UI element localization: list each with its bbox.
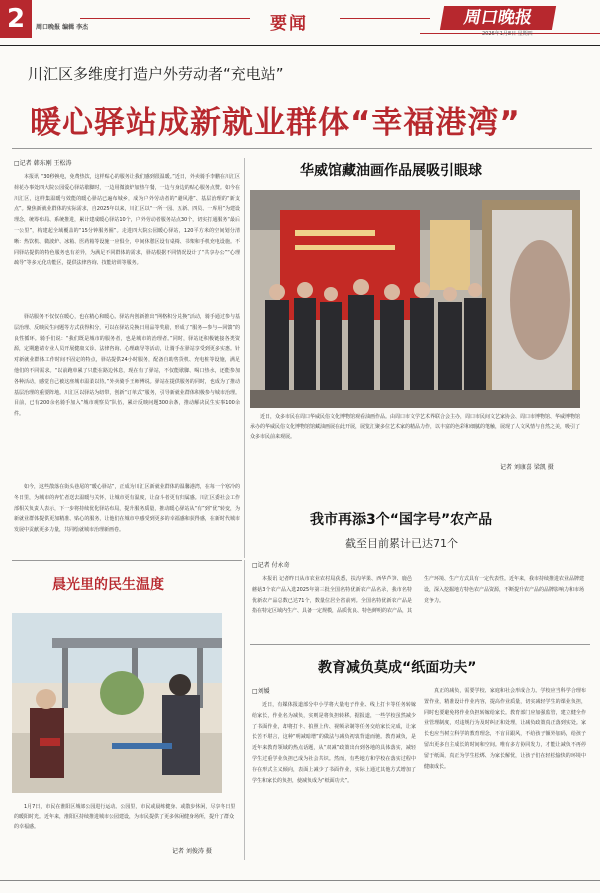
park-exercise-photo — [12, 613, 222, 793]
warm-credit: 记者 刘俊涛 摄 — [172, 848, 212, 855]
main-body-col1: 本报讯 “30秒换电，免费热饮，这样贴心的服务让我们感到很温暖。”近日，外卖骑手李鹏在川汇区荷花办事处四大院公园爱心驿站歇脚时，一边用微波炉加热午餐，一边与身边的贴心服务点赞。如今在川汇区，这样集温暖与效能的暖心驿站已遍布城乡，成为户外劳动者的“避风港”、基层治理的“新支点”。聚焦新就业群体的实际需求，自2025年以来，川汇区以“一所一园、五新、四员、一库用”为建设理念，统筹布局、系统推进，累计建成暖心驿站10个，户外劳动者服务站点30个，切实打通服务“最后一公里”，构建起全域覆盖的“15分钟服务圈”。走进四大院公园暖心驿站，120平方米的空间划分清晰：热饮机、微波炉、冰箱、医药箱等设施一应俱全，中间休憩区设有桌椅、书架和手机充电设施。不同驿站提供的特色服务也有差异，为满足不同群体的需求，驿站根据不同情况设计了“共享办公”“心理疏导”等多元化功能区，提供法律咨询、技能培训等服务。 — [14, 174, 240, 267]
main-byline: □记者 韩东刚 王松涛 — [14, 160, 72, 167]
edu-rule — [250, 644, 590, 645]
edu-byline: □刘媛 — [252, 688, 270, 695]
edu-body-right: 真正的减负，需要学校、家庭和社会形成合力。学校应当科学合理布置作业，精准设计作业内容，提高作业质量，切实减轻学生的课业负担，同时也要避免将作业负担转嫁给家长。教育部门应加强监管，建立健全作业管理制度，对违规行为及时纠正和处理，让减负政策真正落到实处。家长也应当树立科学的教育理念，不盲目跟风，不给孩子额外加码，给孩子留出更多自主成长的时间和空间。唯有多方协同发力，才能让减负不再停留于纸面，真正为学生松绑、为家长解忧，让孩子们在轻松愉快的环境中健康成长。 — [424, 688, 586, 770]
warm-rule — [12, 560, 242, 561]
edu-body-left: 近日，有媒体报道部分中小学将大量电子作业、线上打卡等任务转嫁给家长，作业名为减负，实则是将负担转移。据报道，一些学校虽然减少了书面作业，却将打卡、拍照上传、视频录制等任务交给家长完成，让家长苦不堪言，这种“明减暗增”的做法与减负初衷背道而驰。教育减负，是近年来教育领域的热点话题，从“双减”政策出台到各地的具体落实，减轻学生过重学业负担已成为社会共识。然而，有些地方和学校在落实过程中存在形式主义倾向，表面上减少了书面作业，实际上通过其他方式增加了学生和家长的负担，使减负成为“纸面功夫”。 — [252, 702, 416, 784]
column-divider — [244, 158, 245, 558]
art-photo-credit: 记者 刘康喜 梁凯 摄 — [500, 464, 554, 471]
page-number: 2 — [0, 0, 32, 38]
farm-body: 本报讯 记者昨日从市农业农村局获悉，扶沟苹果、西华芦笋、鹿邑蘑菇3个农产品入选2025年第三批全国名特优新农产品名录，我市名特优新农产品总数已达71个，数量位居全省前列。全国名特优新农产品是指在特定区域内生产、具备一定规模，品质优良、特色鲜明的农产品，其生产环境、生产方式具有一定代表性。近年来，我市持续推进农业品牌建设，深入挖掘地方特色农产品资源，不断提升农产品的品牌影响力和市场竞争力。 — [252, 576, 584, 615]
section-title: 要闻 — [270, 14, 308, 34]
section-rule-right — [340, 18, 430, 19]
farm-kicker: 截至目前累计已达71个 — [345, 537, 458, 550]
warm-caption: 1月7日，市民在淮阳区城郊公园进行运动。公园里，市民或晨练健身、或散步休闲，尽享冬日里的暖阳时光。近年来，淮阳区持续推进城市公园建设，为市民提供了更多休闲健身场所，提升了群众的幸福感。 — [14, 804, 236, 830]
issue-date: 2026年1月8日 星期四 — [482, 31, 533, 37]
farm-headline: 我市再添3个“国字号”农产品 — [310, 512, 493, 528]
main-body-col2: 驿站服务不仅仅在暖心，也在精心和暖心。驿站内创新推出“网格积分兑换”活动，骑手通过参与基层治理、反映民生问题等方式获得积分，可以在驿站兑换日用品等奖励，形成了“服务—参与—回馈”的良性循环。骑手们说：“我们既是城市的服务者，也是城市的治理者。”同时，驿站还积极链接各类资源，定期邀请专业人员开展健康义诊、法律咨询、心理疏导等活动，让骑手在驿站享受到更多实惠。针对新就业群体工作时间不固定的特点，驿站提供24小时服务，配备自助售货机、充电桩等设施，满足他们的不同需求。“以前跑单累了只能在路边休息，现在有了驿站，不仅能歇脚、喝口热水，还能参加各种活动，感觉自己被这座城市温柔以待。”外卖骑手王师傅说。驿站在提供服务的同时，也成为了推动基层治理的重要阵地。川汇区以驿站为纽带，创新“订单式”服务，引导新就业群体积极参与城市治理。目前，已有200余名骑手加入“城市观察员”队伍，累计反映问题300余条，推动解决民生实事100余件。 — [14, 314, 240, 418]
headline-divider — [12, 148, 592, 149]
footer-rule — [0, 880, 600, 881]
masthead-logo: 周口晚报 — [440, 6, 556, 30]
header-divider — [0, 45, 600, 46]
art-exhibition-photo — [250, 190, 580, 408]
edition-info: 周口晚报 编辑 李杰 — [36, 24, 89, 31]
main-headline: 暖心驿站成新就业群体“幸福港湾” — [30, 105, 521, 141]
section-rule-left — [80, 18, 250, 19]
farm-byline: □记者 付永奇 — [252, 562, 290, 569]
lower-column-divider — [244, 560, 245, 860]
art-headline: 华威馆藏油画作品展吸引眼球 — [300, 163, 482, 179]
warm-headline: 晨光里的民生温度 — [52, 577, 164, 593]
edu-headline: 教育减负莫成“纸面功夫” — [318, 660, 477, 676]
art-caption: 近日，众多市民在周口华威民俗文化博物馆观看油画作品。由周口市文学艺术界联合会主办，周口市民间文艺家协会、周口市博物馆、华威博物馆承办的华威民俗文化博物馆馆藏油画展在此开展，展览汇聚多位艺术家的精品力作，以丰富的色彩和细腻的笔触，展现了人文风情与自然之美，吸引了众多市民前来观展。 — [250, 414, 581, 440]
main-body-col3: 如今，这些散落在街头巷尾的“暖心驿站”，正成为川汇区新就业群体的温馨港湾，在每一个寒冷的冬日里，为城市的奔忙者送去温暖与关怀，让城市更有温度，让奋斗者更有归属感。川汇区委社会工作部相关负责人表示，下一步将持续优化驿站布局，提升服务质量，推动暖心驿站从“有”到“优”转变，为新就业群体提供更加精准、贴心的服务，让他们在城市中感受到更多的幸福感和获得感，在新时代城市发展中贡献更多力量，共同绘就城市治理新画卷。 — [14, 484, 240, 534]
main-kicker: 川汇区多维度打造户外劳动者“充电站” — [28, 65, 284, 83]
